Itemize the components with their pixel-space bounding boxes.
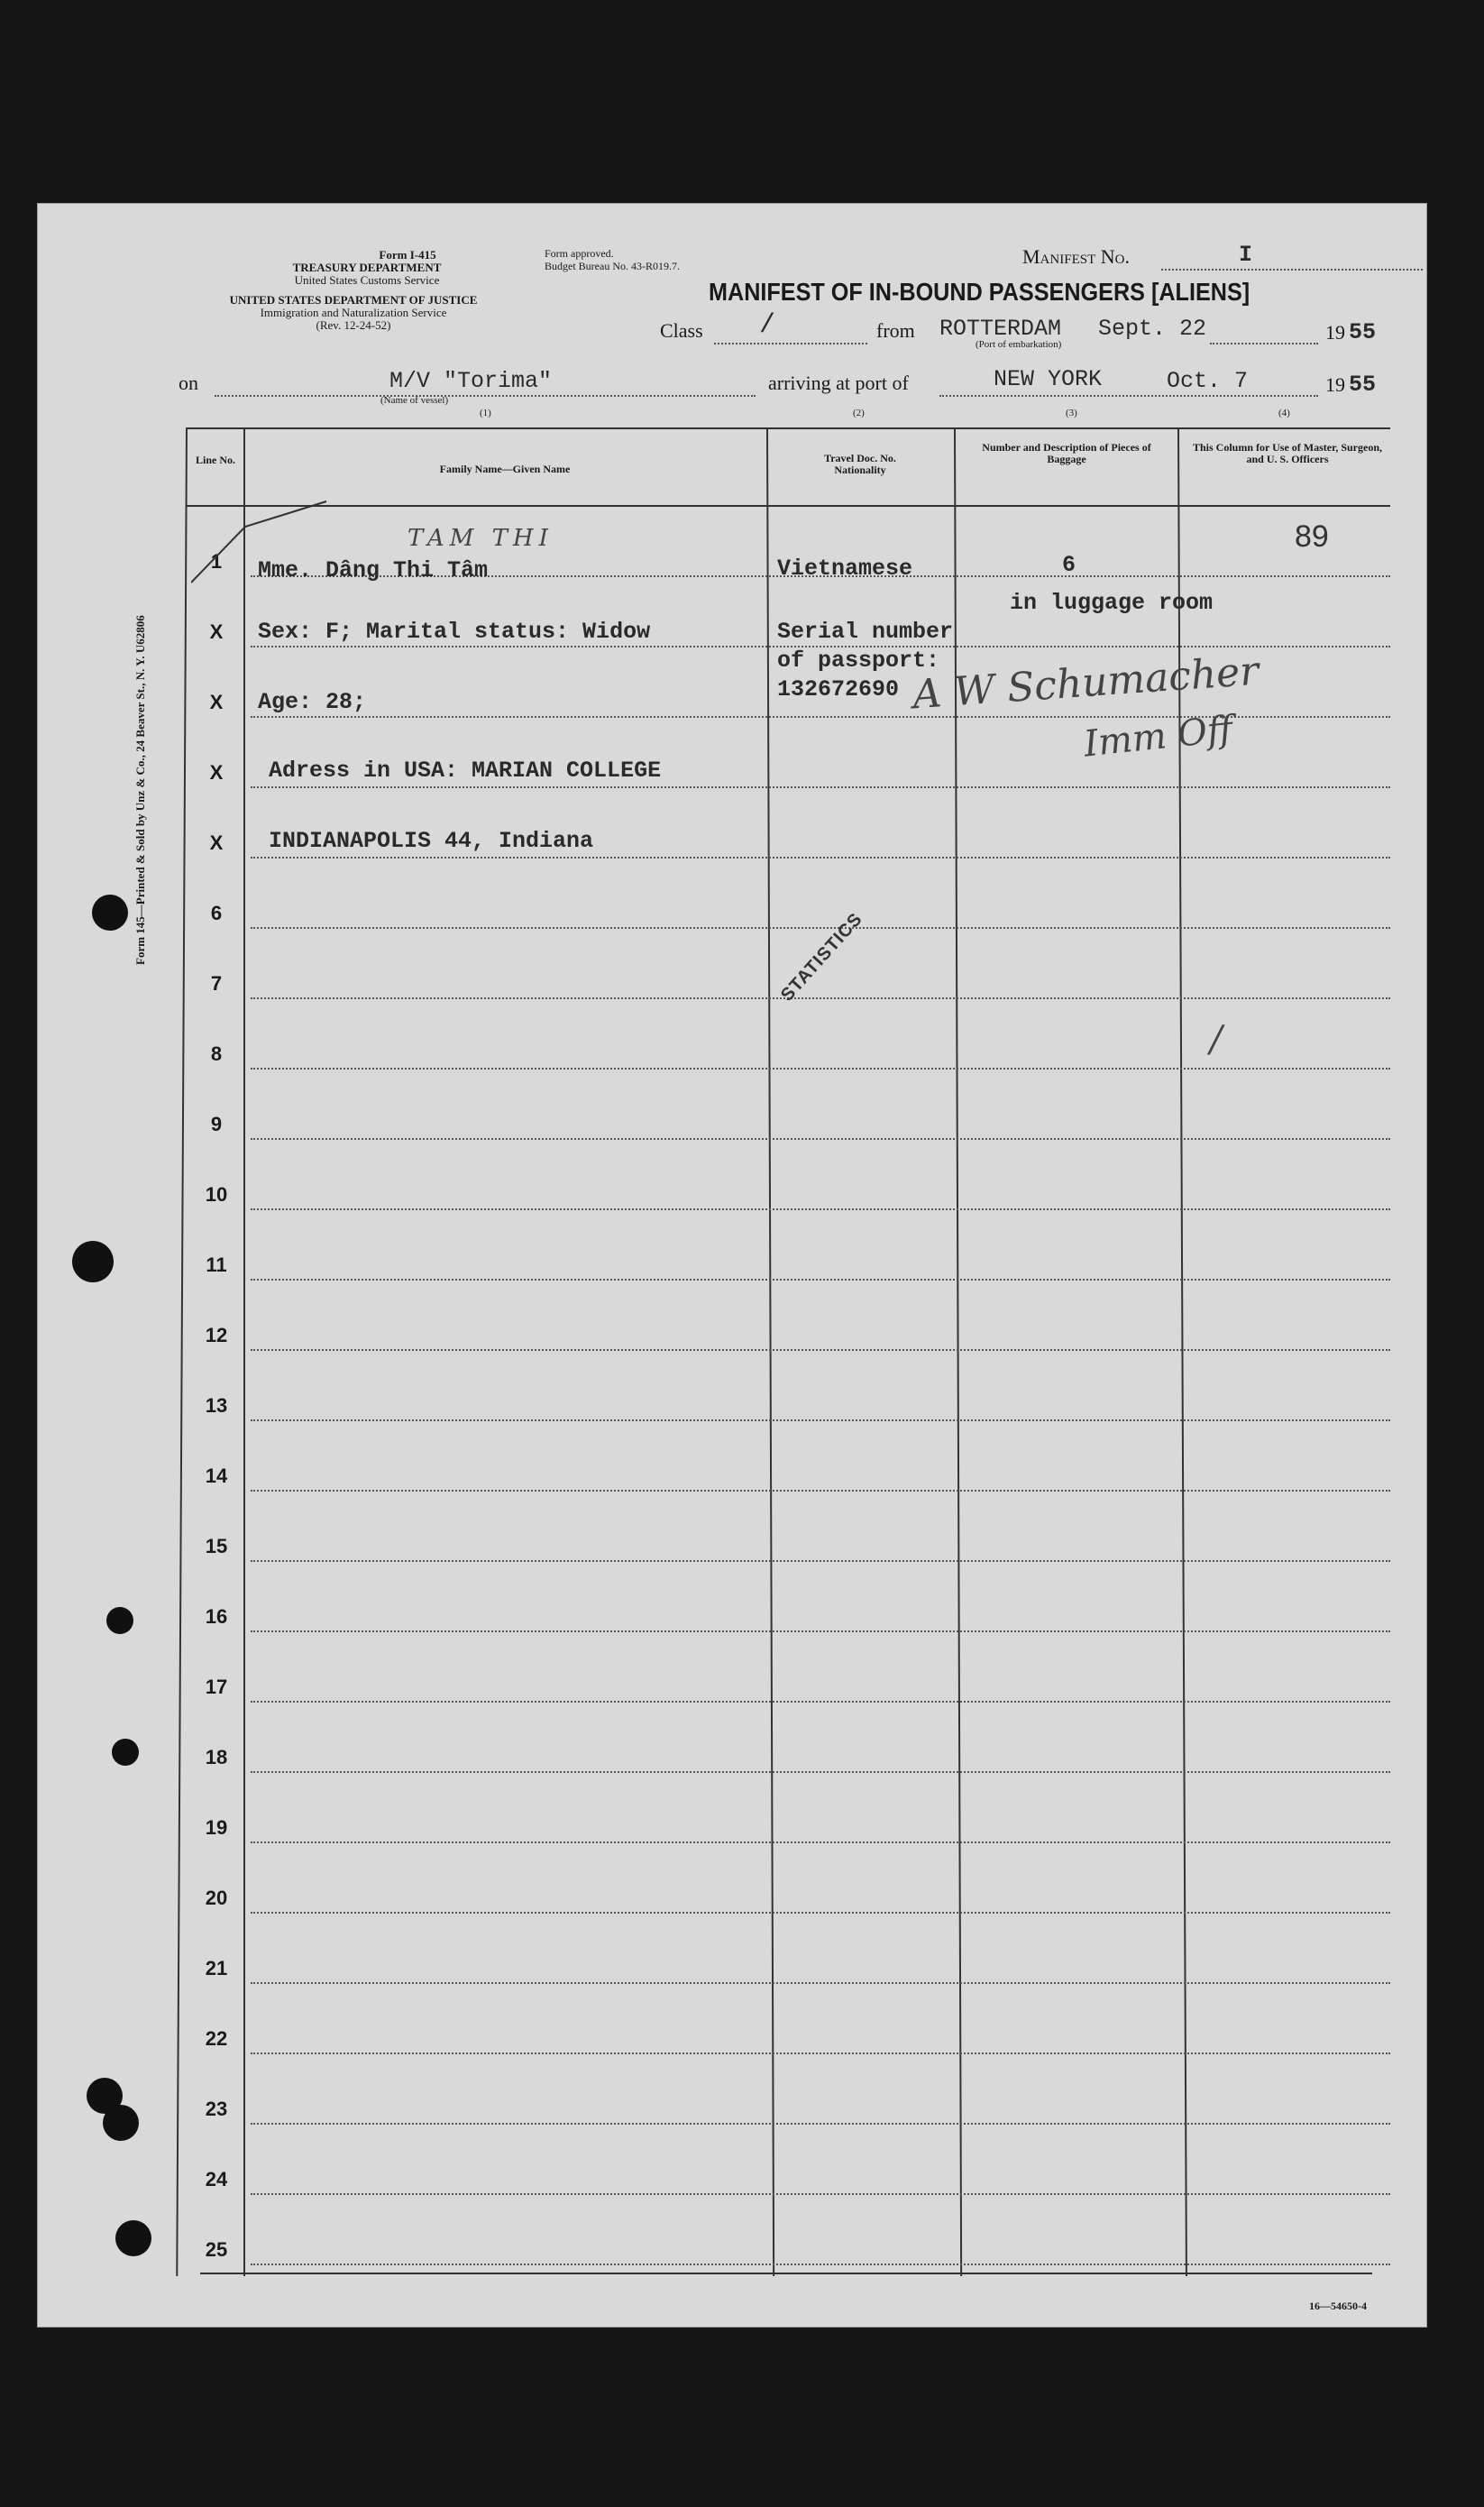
- row-rule: [251, 1349, 1390, 1351]
- table-top-border: [186, 427, 1390, 429]
- vessel-line: [215, 395, 756, 397]
- name-annotation: TAM THI: [408, 525, 554, 552]
- line-number: X: [209, 831, 224, 854]
- row-rule: [251, 1560, 1390, 1562]
- line-number: 22: [205, 2027, 228, 2050]
- row-rule: [251, 927, 1390, 929]
- line-number: 14: [205, 1465, 228, 1487]
- line-number: 13: [205, 1394, 228, 1417]
- header-travel-doc: Travel Doc. No. Nationality: [824, 452, 896, 476]
- line-number: 7: [210, 972, 223, 995]
- row-rule: [251, 1982, 1390, 1984]
- arriving-label: arriving at port of: [768, 372, 909, 394]
- from-port: ROTTERDAM: [939, 316, 1062, 342]
- row-rule: [251, 1701, 1390, 1703]
- line-number: 8: [210, 1042, 223, 1065]
- line-number: 10: [205, 1183, 228, 1206]
- nationality: Vietnamese: [777, 556, 913, 582]
- line-number: X: [209, 761, 224, 784]
- departure-year: 55: [1349, 319, 1377, 345]
- manifest-title: MANIFEST OF IN-BOUND PASSENGERS [ALIENS]: [709, 278, 1250, 306]
- col-num-4: (4): [1278, 408, 1290, 418]
- row-rule: [251, 2264, 1390, 2265]
- row-rule: [251, 1419, 1390, 1421]
- officer-number: 89: [1295, 519, 1329, 554]
- row-rule: [251, 857, 1390, 859]
- treasury-dept: TREASURY DEPARTMENT: [292, 261, 442, 274]
- punch-hole: [112, 1739, 139, 1766]
- header-officers: This Column for Use of Master, Surgeon, and U. S. Officers: [1192, 441, 1382, 465]
- passenger-sex-status: Sex: F; Marital status: Widow: [258, 619, 651, 645]
- name-divider: [766, 427, 774, 2276]
- header-baggage: Number and Description of Pieces of Baggage: [982, 441, 1151, 465]
- punch-hole: [92, 895, 128, 931]
- line-number: 16: [205, 1605, 228, 1628]
- vessel-name: M/V "Torima": [389, 368, 553, 394]
- punch-hole: [115, 2220, 151, 2256]
- ins-service: Immigration and Naturalization Service: [260, 306, 447, 319]
- budget-bureau: Budget Bureau No. 43-R019.7.: [545, 260, 680, 272]
- justice-dept: UNITED STATES DEPARTMENT OF JUSTICE: [229, 293, 478, 307]
- from-label: from: [876, 319, 915, 342]
- table-bottom-border: [200, 2273, 1372, 2274]
- header-name: Family Name—Given Name: [439, 463, 571, 475]
- header-bottom-border: [186, 505, 1390, 507]
- line-number: 23: [205, 2098, 228, 2120]
- line-number: 11: [206, 1254, 227, 1276]
- line-number: X: [209, 691, 224, 713]
- punch-hole: [72, 1241, 114, 1282]
- customs-service: United States Customs Service: [294, 273, 440, 287]
- form-approved: Form approved.: [545, 247, 614, 260]
- arrival-port: NEW YORK: [994, 366, 1103, 392]
- row-rule: [251, 1490, 1390, 1492]
- on-label: on: [179, 372, 198, 394]
- passport-number: 132672690: [777, 676, 900, 703]
- row-rule: [251, 1138, 1390, 1140]
- class-line: [714, 343, 867, 344]
- row-rule: [251, 786, 1390, 788]
- col-num-2: (2): [853, 408, 865, 418]
- line-number: 21: [205, 1957, 228, 1979]
- line-number: 25: [205, 2238, 228, 2261]
- row-rule: [251, 1771, 1390, 1773]
- line-number: 12: [205, 1324, 228, 1346]
- row-rule: [251, 2052, 1390, 2054]
- line-number: 1: [210, 550, 223, 573]
- line-number: 18: [205, 1746, 228, 1768]
- line-number: 19: [205, 1816, 228, 1839]
- revision: (Rev. 12-24-52): [316, 318, 391, 332]
- col-num-3: (3): [1066, 408, 1077, 418]
- row-rule: [251, 2193, 1390, 2195]
- statistics-stamp: STATISTICS: [777, 909, 867, 1006]
- port-embark-note: (Port of embarkation): [976, 339, 1062, 350]
- baggage-divider: [1177, 427, 1187, 2276]
- row-rule: [251, 1208, 1390, 1210]
- officer-tick: /: [1210, 1019, 1223, 1061]
- row-rule: [251, 1912, 1390, 1914]
- passenger-city: INDIANAPOLIS 44, Indiana: [269, 828, 594, 854]
- arrival-date: Oct. 7: [1167, 368, 1249, 394]
- form-footer-code: 16—54650-4: [1309, 2300, 1367, 2312]
- passenger-name: Mme. Dâng Thi Tâm: [258, 557, 489, 583]
- col-num-1: (1): [480, 408, 491, 418]
- punch-hole: [103, 2105, 139, 2141]
- date-line: [1210, 343, 1318, 344]
- line-number: 6: [210, 902, 223, 924]
- passenger-age: Age: 28;: [258, 689, 367, 715]
- departure-date: Sept. 22: [1098, 316, 1207, 342]
- line-number: X: [209, 620, 224, 643]
- vessel-note: (Name of vessel): [380, 395, 449, 406]
- arrival-year: 55: [1349, 372, 1377, 398]
- passport-serial-label-2: of passport:: [777, 647, 940, 674]
- row-rule: [251, 2123, 1390, 2125]
- arrival-line: [939, 395, 1318, 397]
- baggage-description: in luggage room: [1010, 590, 1214, 616]
- class-value: /: [759, 310, 776, 341]
- officer-title: Imm Off: [1082, 708, 1235, 766]
- punch-hole: [106, 1607, 133, 1634]
- line-number: 17: [205, 1676, 228, 1698]
- manifest-label: Manifest No.: [1022, 245, 1130, 268]
- row-rule: [251, 1841, 1390, 1843]
- manifest-page: [38, 204, 1426, 2327]
- passport-serial-label-1: Serial number: [777, 619, 954, 645]
- row-rule: [251, 1279, 1390, 1281]
- form-number: Form I-415: [379, 248, 436, 262]
- passenger-address: Adress in USA: MARIAN COLLEGE: [269, 758, 662, 784]
- line-number: 15: [205, 1535, 228, 1557]
- line-number: 9: [210, 1113, 223, 1135]
- line-number: 20: [205, 1887, 228, 1909]
- line-number: 24: [205, 2168, 228, 2190]
- year-prefix-2: 19: [1325, 373, 1345, 396]
- row-rule: [251, 1630, 1390, 1632]
- row-rule: [251, 1068, 1390, 1070]
- class-label: Class: [660, 319, 703, 342]
- manifest-no-line: [1161, 269, 1423, 271]
- officer-signature: A W Schumacher: [911, 647, 1260, 719]
- year-prefix: 19: [1325, 321, 1345, 344]
- printer-credit: Form 145—Printed & Sold by Unz & Co., 24 Beaver St., N. Y. U62806: [133, 615, 147, 965]
- baggage-pieces: 6: [1062, 552, 1076, 578]
- row-rule: [251, 997, 1390, 999]
- header-line-no: Line No.: [195, 454, 235, 466]
- manifest-no: I: [1239, 242, 1253, 268]
- line-no-divider: [243, 427, 245, 2276]
- table-left-border: [176, 427, 188, 2276]
